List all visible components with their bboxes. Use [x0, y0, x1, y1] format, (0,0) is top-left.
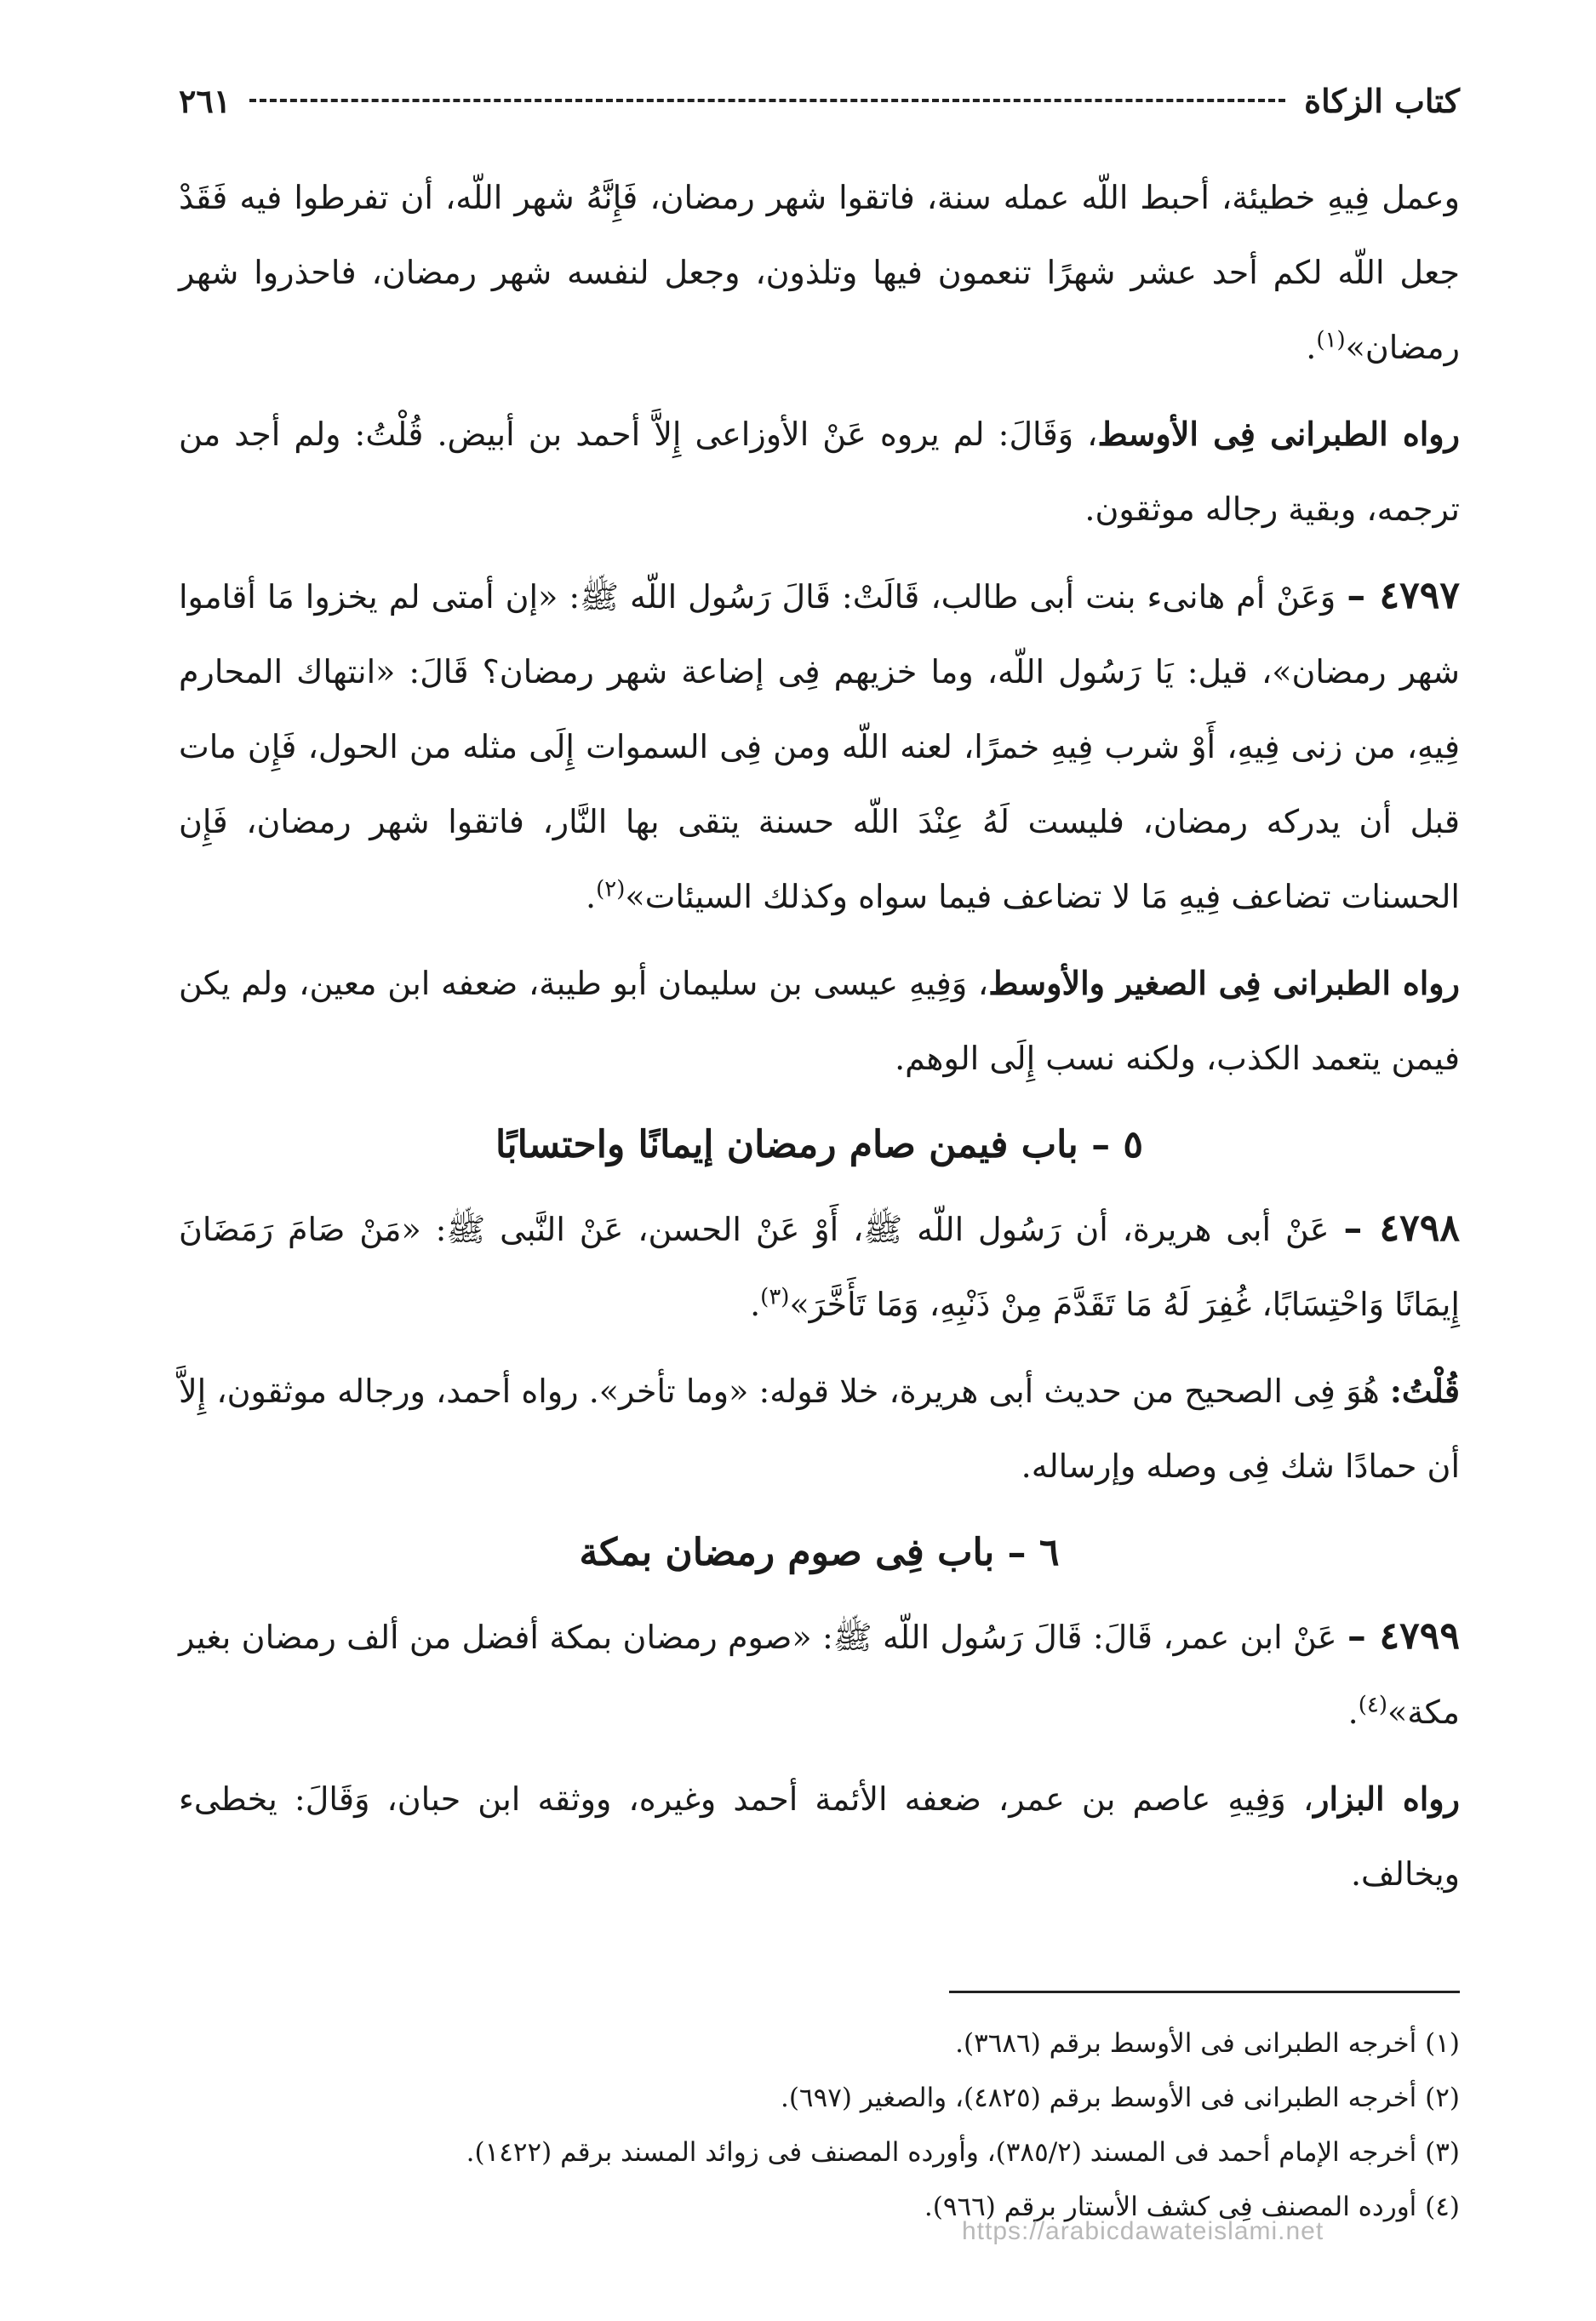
header-dash-rule [249, 99, 1285, 102]
paragraph-text: ، وَفِيهِ عاصم بن عمر، ضعفه الأئمة أحمد وغيره، ووثقه ابن حبان، وَقَالَ: يخطىء ويخالف. [179, 1780, 1460, 1893]
footnote-ref: (٤) [1358, 1692, 1388, 1718]
paragraph-text: هُوَ فِى الصحيح من حديث أبى هريرة، خلا قوله: «وما تأخر». رواه أحمد، ورجاله موثقون، إِلاَّ أن حمادًا شك فِى وصله وإرساله. [179, 1373, 1460, 1485]
paragraph-text: ، وَقَالَ: لم يروه عَنْ الأوزاعى إِلاَّ أحمد بن أبيض. قُلْتُ: ولم أجد من ترجمه، وبقية رجاله موثقون. [179, 415, 1460, 528]
chapter-heading: ٥ – باب فيمن صام رمضان إيمانًا واحتسابًا [495, 1123, 1144, 1166]
hadith-number: ٤٧٩٨ – [1343, 1206, 1460, 1250]
footnote: (٢) أخرجه الطبرانى فى الأوسط برقم (٤٨٢٥)، والصغير (٦٩٧). [780, 2083, 1460, 2113]
hadith-number: ٤٧٩٧ – [1347, 574, 1460, 617]
paragraph-text: ، وَفِيهِ عيسى بن سليمان أبو طيبة، ضعفه ابن معين، ولم يكن فيمن يتعمد الكذب، ولكنه نسب إِلَى الوهم. [179, 965, 1460, 1077]
book-title: كتاب الزكاة [1304, 81, 1460, 120]
paragraph-text: عَنْ أبى هريرة، أن رَسُول اللّه ﷺ، أَوْ عَنْ الحسن، عَنْ النَّبى ﷺ: «مَنْ صَامَ رَمَضَانَ إِيمَانًا وَاحْتِسَابًا، غُفِرَ لَهُ مَا تَقَدَّمَ مِنْ ذَنْبِهِ، وَمَا تَأَخَّرَ» [179, 1211, 1460, 1323]
footnote: (٣) أخرجه الإمام أحمد فى المسند (٣٨٥/٢)، وأورده المصنف فى زوائد المسند برقم (١٤٢٢). [466, 2137, 1460, 2168]
paragraph-text: عَنْ ابن عمر، قَالَ: قَالَ رَسُول اللّه ﷺ: «صوم رمضان بمكة أفضل من ألف رمضان بغير مكة» [179, 1619, 1460, 1731]
source-paragraph [179, 1354, 1460, 1504]
footnote-ref: (٣) [760, 1284, 790, 1310]
source-lead: رواه البزار [1313, 1779, 1460, 1818]
source-lead: رواه الطبرانى فِى الصغير والأوسط [988, 964, 1460, 1002]
footnote-separator [949, 1991, 1460, 1993]
main-text [179, 160, 1460, 1923]
paragraph-text: وَعَنْ أم هانىء بنت أبى طالب، قَالَتْ: قَالَ رَسُول اللّه ﷺ: «إن أمتى لم يخزوا مَا أقاموا شهر رمضان»، قيل: يَا رَسُول اللّه، وما خزيهم فِى إضاعة شهر رمضان؟ قَالَ: «انتهاك المحارم فِيهِ، من زنى فِيهِ، أَوْ شرب فِيهِ خمرًا، لعنه اللّه ومن فِى السموات إِلَى مثله من الحول، فَإِن مات قبل أن يدركه رمضان، فليست لَهُ عِنْدَ اللّه حسنة يتقى بها النَّار، فاتقوا شهر رمضان، فَإِن الحسنات تضاعف فِيهِ مَا لا تضاعف فيما سواه وكذلك السيئات» [179, 578, 1460, 915]
source-lead: رواه الطبرانى فِى الأوسط [1097, 415, 1460, 453]
source-paragraph [179, 946, 1460, 1096]
watermark-url: https://arabicdawateislami.net [962, 2217, 1324, 2245]
hadith-paragraph: ٤٧٩٨ – عَنْ أبى هريرة، أن رَسُول اللّه ﷺ، أَوْ عَنْ الحسن، عَنْ النَّبى ﷺ: «مَنْ صَامَ رَمَضَانَ إِيمَانًا وَاحْتِسَابًا، غُفِرَ لَهُ مَا تَقَدَّمَ مِنْ ذَنْبِهِ، وَمَا تَأَخَّرَ»$^{(٣)}$. [179, 1206, 1460, 1323]
hadith-paragraph: ٤٧٩٧ – وَعَنْ أم هانىء بنت أبى طالب، قَالَتْ: قَالَ رَسُول اللّه ﷺ: «إن أمتى لم يخزوا مَا أقاموا شهر رمضان»، قيل: يَا رَسُول اللّه، وما خزيهم فِى إضاعة شهر رمضان؟ قَالَ: «انتهاك المحارم فِيهِ، من زنى فِيهِ، أَوْ شرب فِيهِ خمرًا، لعنه اللّه ومن فِى السموات إِلَى مثله من الحول، فَإِن مات قبل أن يدركه رمضان، فليست لَهُ عِنْدَ اللّه حسنة يتقى بها النَّار، فاتقوا شهر رمضان، فَإِن الحسنات تضاعف فِيهِ مَا لا تضاعف فيما سواه وكذلك السيئات»$^{(٢)}$. [179, 574, 1460, 915]
page-number: ٢٦١ [179, 81, 232, 120]
chapter-heading: ٦ – باب فِى صوم رمضان بمكة [579, 1531, 1060, 1574]
footnote: (٤) أورده المصنف فِى كشف الأستار برقم (٩٦٦). [924, 2192, 1460, 2222]
paragraph-text: وعمل فِيهِ خطيئة، أحبط اللّه عمله سنة، فاتقوا شهر رمضان، فَإِنَّهُ شهر اللّه، أن تفرطوا فيه فَقَدْ جعل اللّه لكم أحد عشر شهرًا تنعمون فيها وتلذون، وجعل لنفسه شهر رمضان، فاحذروا شهر رمضان» [179, 179, 1460, 366]
footnote: (١) أخرجه الطبرانى فى الأوسط برقم (٣٦٨٦). [955, 2028, 1460, 2059]
source-lead: قُلْتُ: [1389, 1372, 1460, 1410]
footnotes [179, 2016, 1460, 2234]
hadith-number: ٤٧٩٩ – [1347, 1614, 1460, 1658]
source-paragraph [179, 397, 1460, 547]
footnote-ref: (٢) [596, 876, 626, 903]
footnote-ref: (١) [1316, 327, 1346, 353]
source-paragraph [179, 1762, 1460, 1911]
running-header [179, 75, 1460, 126]
paragraph: وعمل فِيهِ خطيئة، أحبط اللّه عمله سنة، فاتقوا شهر رمضان، فَإِنَّهُ شهر اللّه، أن تفرطوا فيه فَقَدْ جعل اللّه لكم أحد عشر شهرًا تنعمون فيها وتلذون، وجعل لنفسه شهر رمضان، فاحذروا شهر رمضان»$^{(١)}$. [179, 179, 1460, 366]
hadith-paragraph: ٤٧٩٩ – عَنْ ابن عمر، قَالَ: قَالَ رَسُول اللّه ﷺ: «صوم رمضان بمكة أفضل من ألف رمضان بغير مكة»$^{(٤)}$. [179, 1614, 1460, 1731]
